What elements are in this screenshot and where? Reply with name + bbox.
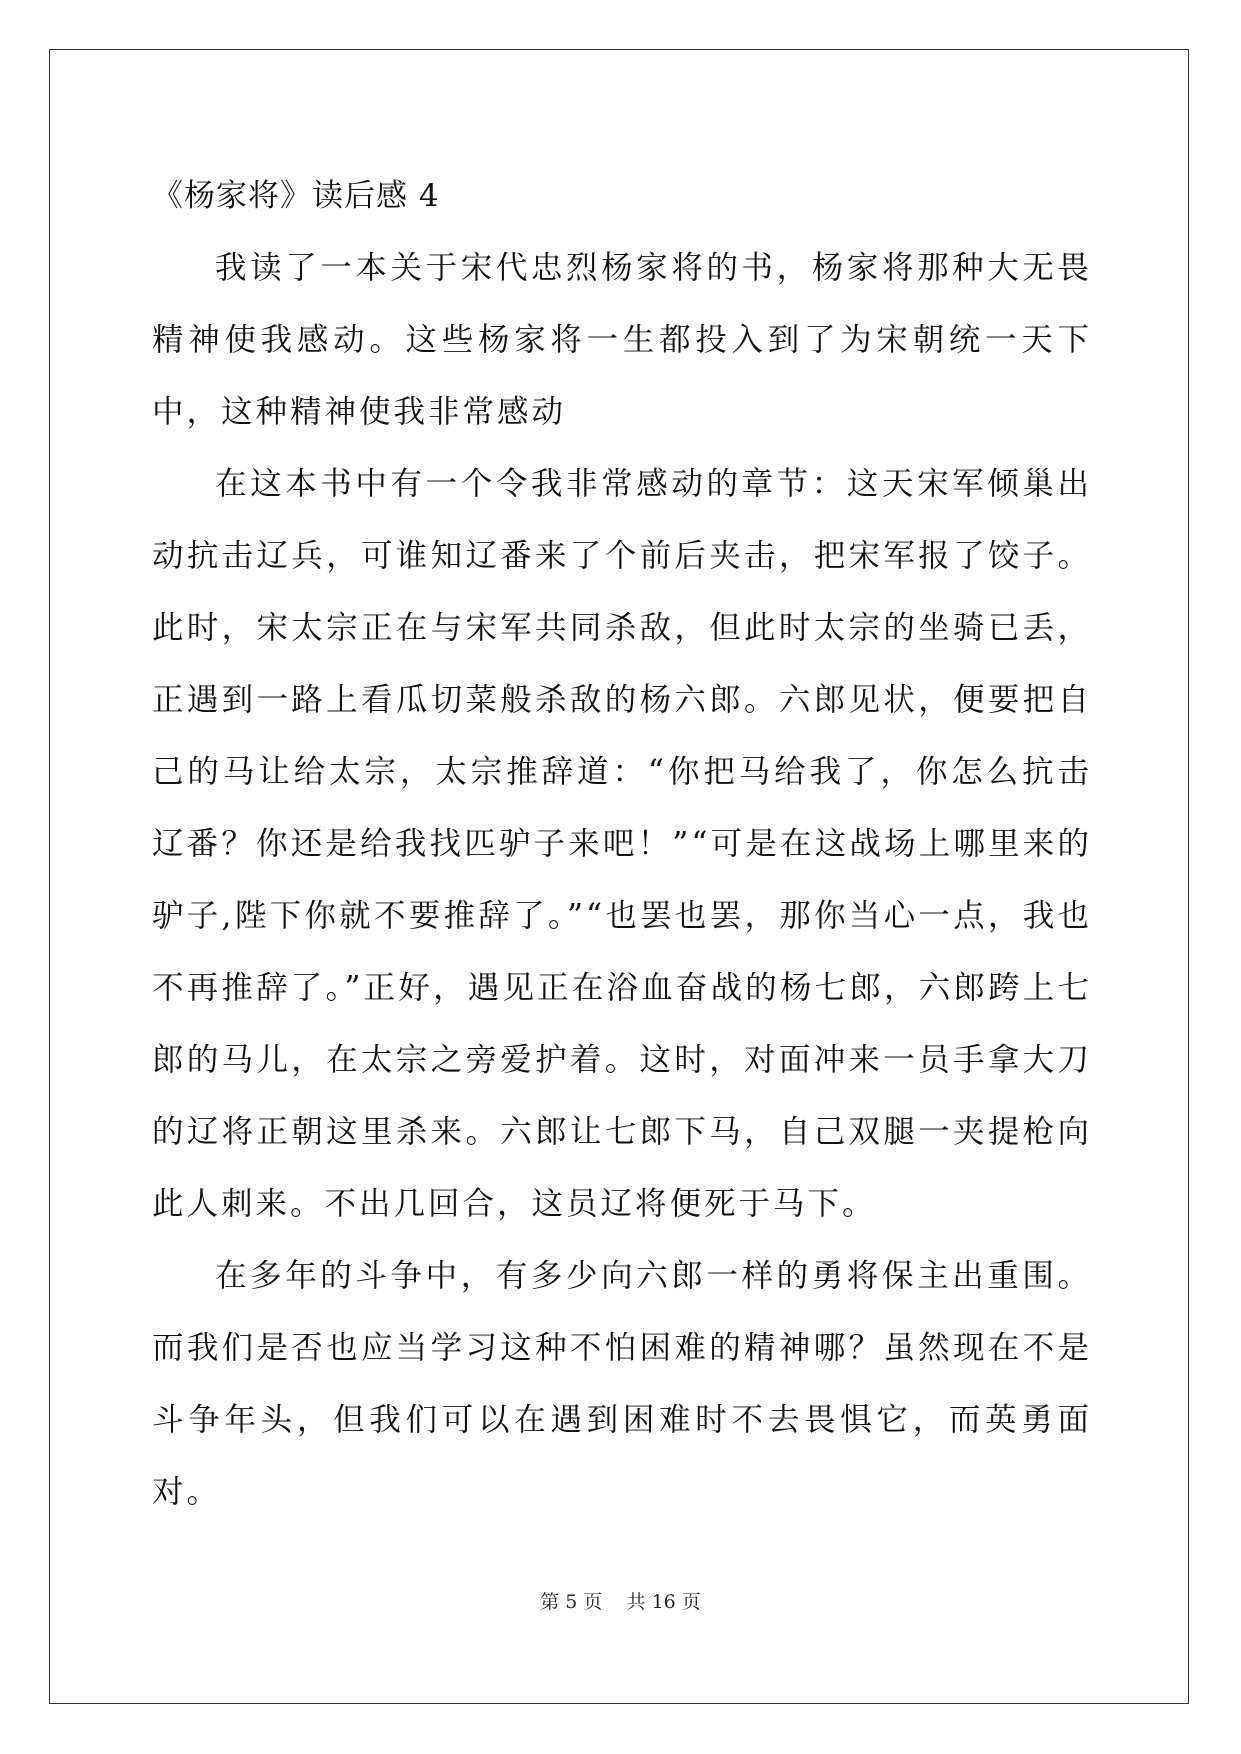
page-number: 第 5 页 [540,1591,603,1613]
paragraph-3: 在多年的斗争中，有多少向六郎一样的勇将保主出重围。而我们是否也应当学习这种不怕困难的精神哪？虽然现在不是斗争年头，但我们可以在遇到困难时不去畏惧它，而英勇面对。 [152,1258,1092,1510]
document-title: 《杨家将》读后感 4 [152,178,440,214]
document-body [152,160,1092,1528]
page-total: 共 16 页 [626,1591,701,1613]
paragraph-1: 我读了一本关于宋代忠烈杨家将的书，杨家将那种大无畏精神使我感动。这些杨家将一生都投入到了为宋朝统一天下中，这种精神使我非常感动 [152,250,1092,430]
page-footer [0,1590,1241,1614]
paragraph-2: 在这本书中有一个令我非常感动的章节：这天宋军倾巢出动抗击辽兵，可谁知辽番来了个前后夹击，把宋军报了饺子。此时，宋太宗正在与宋军共同杀敌，但此时太宗的坐骑已丢，正遇到一路上看瓜切菜般杀敌的杨六郎。六郎见状，便要把自己的马让给太宗，太宗推辞道：“你把马给我了，你怎么抗击辽番？你还是给我找匹驴子来吧！”“可是在这战场上哪里来的驴子,陛下你就不要推辞了。”“也罢也罢，那你当心一点，我也不再推辞了。”正好，遇见正在浴血奋战的杨七郎，六郎跨上七郎的马儿，在太宗之旁爱护着。这时，对面冲来一员手拿大刀的辽将正朝这里杀来。六郎让七郎下马，自己双腿一夹提枪向此人刺来。不出几回合，这员辽将便死于马下。 [152,466,1092,1222]
